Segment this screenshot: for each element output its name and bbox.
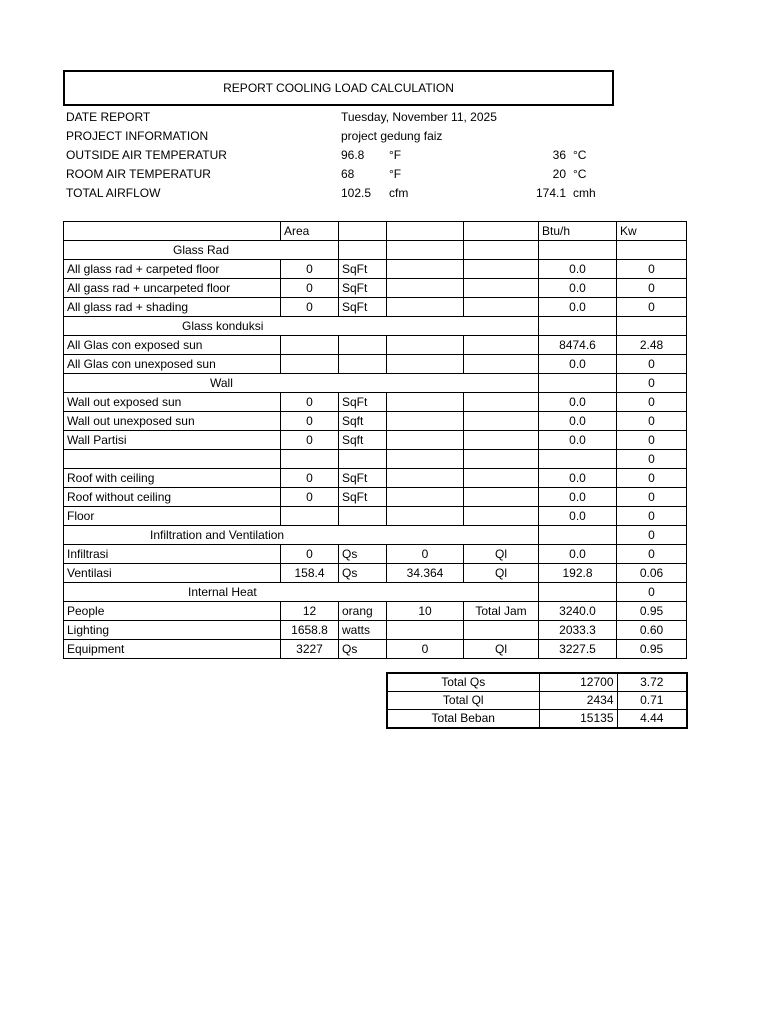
table-row — [64, 621, 687, 640]
airflow-cmh: 174.1 — [535, 186, 566, 200]
total-btuh: 15135 — [539, 710, 617, 729]
row-area: 0 — [281, 431, 339, 450]
section-glass-konduksi: Glass konduksi — [64, 317, 539, 336]
row-label: Wall out unexposed sun — [64, 412, 281, 431]
load-table — [63, 221, 687, 659]
row-unit: SqFt — [339, 488, 387, 507]
row-value — [387, 621, 464, 640]
row-btuh: 0.0 — [539, 469, 617, 488]
total-kw: 0.71 — [617, 692, 687, 710]
row-area: 0 — [281, 260, 339, 279]
table-row — [64, 298, 687, 317]
row-btuh: 0.0 — [539, 279, 617, 298]
row-btuh: 3240.0 — [539, 602, 617, 621]
row-kw: 0 — [617, 260, 687, 279]
total-label: Total Ql — [387, 692, 539, 710]
row-kw: 0 — [617, 393, 687, 412]
row-kw: 0 — [617, 298, 687, 317]
date-value: Tuesday, November 11, 2025 — [341, 110, 497, 124]
row-label: Infiltrasi — [64, 545, 281, 564]
kw-cell: 0 — [617, 450, 687, 469]
room-temp-celsius-unit: °C — [573, 167, 587, 181]
airflow-label: TOTAL AIRFLOW — [66, 186, 161, 200]
kw-cell: 0 — [617, 526, 687, 545]
outside-temp-celsius: 36 — [552, 148, 566, 162]
row-area: 3227 — [281, 640, 339, 659]
row-unit: Qs — [339, 640, 387, 659]
row-value — [387, 355, 464, 374]
row-kw: 2.48 — [617, 336, 687, 355]
table-cell — [387, 241, 464, 260]
row-factor — [464, 431, 539, 450]
total-label: Total Qs — [387, 673, 539, 692]
row-factor — [464, 355, 539, 374]
table-cell — [539, 583, 617, 602]
section-infiltration: Infiltration and Ventilation — [64, 526, 539, 545]
table-cell — [464, 450, 539, 469]
total-row — [387, 710, 687, 729]
airflow-row — [66, 184, 626, 203]
row-value — [387, 488, 464, 507]
section-internal-heat: Internal Heat — [64, 583, 539, 602]
table-row — [64, 355, 687, 374]
row-value: 0 — [387, 640, 464, 659]
table-cell — [539, 241, 617, 260]
room-temp-label: ROOM AIR TEMPERATUR — [66, 167, 211, 181]
total-btuh: 2434 — [539, 692, 617, 710]
room-temp-unit: °F — [389, 167, 402, 181]
row-kw: 0.95 — [617, 602, 687, 621]
row-kw: 0.06 — [617, 564, 687, 583]
outside-temp-row — [66, 146, 626, 165]
row-btuh: 2033.3 — [539, 621, 617, 640]
row-value — [387, 507, 464, 526]
kw-cell: 0 — [617, 583, 687, 602]
row-area: 0 — [281, 412, 339, 431]
header-cell — [464, 222, 539, 241]
row-area — [281, 336, 339, 355]
room-temp-celsius: 20 — [552, 167, 566, 181]
project-row — [66, 127, 626, 146]
row-unit — [339, 336, 387, 355]
row-area: 0 — [281, 488, 339, 507]
row-kw: 0 — [617, 412, 687, 431]
row-value: 0 — [387, 545, 464, 564]
header-cell — [339, 222, 387, 241]
total-kw: 4.44 — [617, 710, 687, 729]
blank-row — [64, 450, 687, 469]
row-label: Floor — [64, 507, 281, 526]
header-blank — [64, 222, 281, 241]
row-kw: 0 — [617, 507, 687, 526]
section-row — [64, 317, 687, 336]
table-cell — [539, 526, 617, 545]
row-factor — [464, 488, 539, 507]
row-btuh: 0.0 — [539, 355, 617, 374]
row-unit: watts — [339, 621, 387, 640]
table-cell — [464, 241, 539, 260]
row-factor — [464, 336, 539, 355]
table-row — [64, 507, 687, 526]
row-label: All Glas con unexposed sun — [64, 355, 281, 374]
row-area — [281, 507, 339, 526]
outside-temp-unit: °F — [389, 148, 402, 162]
row-area — [281, 355, 339, 374]
date-row — [66, 108, 626, 127]
row-factor: Ql — [464, 640, 539, 659]
header-cell — [387, 222, 464, 241]
table-header-row — [64, 222, 687, 241]
table-row — [64, 431, 687, 450]
row-label: Wall Partisi — [64, 431, 281, 450]
row-factor: Total Jam — [464, 602, 539, 621]
row-kw: 0 — [617, 469, 687, 488]
row-value — [387, 412, 464, 431]
row-label: Ventilasi — [64, 564, 281, 583]
row-unit — [339, 355, 387, 374]
row-unit: Qs — [339, 564, 387, 583]
report-title: REPORT COOLING LOAD CALCULATION — [223, 81, 454, 95]
table-row — [64, 393, 687, 412]
header-area: Area — [281, 222, 339, 241]
row-area: 0 — [281, 393, 339, 412]
table-row — [64, 640, 687, 659]
row-unit: SqFt — [339, 298, 387, 317]
kw-cell: 0 — [617, 374, 687, 393]
table-cell — [339, 241, 387, 260]
table-cell — [281, 450, 339, 469]
date-label: DATE REPORT — [66, 110, 151, 124]
table-row — [64, 488, 687, 507]
row-btuh: 0.0 — [539, 260, 617, 279]
row-unit: orang — [339, 602, 387, 621]
row-btuh: 0.0 — [539, 298, 617, 317]
header-kw: Kw — [617, 222, 687, 241]
section-wall: Wall — [64, 374, 539, 393]
row-label: Wall out exposed sun — [64, 393, 281, 412]
row-btuh: 0.0 — [539, 507, 617, 526]
row-btuh: 192.8 — [539, 564, 617, 583]
table-row — [64, 564, 687, 583]
row-btuh: 0.0 — [539, 545, 617, 564]
row-value: 10 — [387, 602, 464, 621]
row-value — [387, 393, 464, 412]
row-unit: Sqft — [339, 412, 387, 431]
row-area: 0 — [281, 469, 339, 488]
row-kw: 0 — [617, 545, 687, 564]
row-value — [387, 469, 464, 488]
row-btuh: 0.0 — [539, 431, 617, 450]
row-value — [387, 279, 464, 298]
total-row — [387, 692, 687, 710]
section-row — [64, 583, 687, 602]
table-cell — [539, 317, 617, 336]
row-area: 1658.8 — [281, 621, 339, 640]
table-row — [64, 602, 687, 621]
row-label: Roof with ceiling — [64, 469, 281, 488]
row-label: All gass rad + uncarpeted floor — [64, 279, 281, 298]
airflow-unit: cfm — [389, 186, 409, 200]
section-glass-rad: Glass Rad — [64, 241, 339, 260]
row-label: Roof without ceiling — [64, 488, 281, 507]
table-cell — [539, 450, 617, 469]
row-area: 0 — [281, 298, 339, 317]
row-factor — [464, 260, 539, 279]
room-temp-value: 68 — [341, 167, 355, 181]
row-factor: Ql — [464, 564, 539, 583]
table-row — [64, 279, 687, 298]
row-btuh: 0.0 — [539, 488, 617, 507]
row-unit: SqFt — [339, 393, 387, 412]
project-value: project gedung faiz — [341, 129, 443, 143]
row-label: Equipment — [64, 640, 281, 659]
report-title-box — [63, 70, 614, 106]
row-value — [387, 431, 464, 450]
row-area: 12 — [281, 602, 339, 621]
row-label: All glass rad + shading — [64, 298, 281, 317]
row-factor — [464, 469, 539, 488]
row-btuh: 3227.5 — [539, 640, 617, 659]
row-unit: SqFt — [339, 279, 387, 298]
row-label: People — [64, 602, 281, 621]
project-label: PROJECT INFORMATION — [66, 129, 209, 143]
table-cell — [539, 374, 617, 393]
section-row — [64, 526, 687, 545]
outside-temp-label: OUTSIDE AIR TEMPERATUR — [66, 148, 227, 162]
header-btuh: Btu/h — [539, 222, 617, 241]
room-temp-row — [66, 165, 626, 184]
row-unit: SqFt — [339, 469, 387, 488]
outside-temp-celsius-unit: °C — [573, 148, 587, 162]
section-row — [64, 241, 687, 260]
row-label: Lighting — [64, 621, 281, 640]
row-kw: 0.60 — [617, 621, 687, 640]
row-factor — [464, 507, 539, 526]
row-kw: 0 — [617, 488, 687, 507]
row-factor: Ql — [464, 545, 539, 564]
row-kw: 0.95 — [617, 640, 687, 659]
table-row — [64, 260, 687, 279]
row-kw: 0 — [617, 431, 687, 450]
row-unit — [339, 507, 387, 526]
row-area: 0 — [281, 545, 339, 564]
table-row — [64, 469, 687, 488]
table-row — [64, 412, 687, 431]
airflow-value: 102.5 — [341, 186, 372, 200]
row-value — [387, 260, 464, 279]
row-factor — [464, 298, 539, 317]
total-kw: 3.72 — [617, 673, 687, 692]
table-cell — [387, 450, 464, 469]
table-cell — [64, 450, 281, 469]
row-factor — [464, 279, 539, 298]
kw-cell — [617, 241, 687, 260]
row-area: 0 — [281, 279, 339, 298]
row-label: All glass rad + carpeted floor — [64, 260, 281, 279]
total-btuh: 12700 — [539, 673, 617, 692]
row-unit: Qs — [339, 545, 387, 564]
section-row — [64, 374, 687, 393]
row-kw: 0 — [617, 355, 687, 374]
row-btuh: 0.0 — [539, 393, 617, 412]
row-unit: SqFt — [339, 260, 387, 279]
row-factor — [464, 393, 539, 412]
report-info — [66, 108, 626, 203]
table-cell — [339, 450, 387, 469]
row-value: 34.364 — [387, 564, 464, 583]
total-row — [387, 673, 687, 692]
airflow-cmh-unit: cmh — [573, 186, 596, 200]
row-value — [387, 336, 464, 355]
total-label: Total Beban — [387, 710, 539, 729]
row-unit: Sqft — [339, 431, 387, 450]
row-factor — [464, 412, 539, 431]
row-kw: 0 — [617, 279, 687, 298]
row-factor — [464, 621, 539, 640]
table-row — [64, 336, 687, 355]
totals-table — [386, 672, 688, 729]
kw-cell — [617, 317, 687, 336]
row-area: 158.4 — [281, 564, 339, 583]
row-label: All Glas con exposed sun — [64, 336, 281, 355]
table-row — [64, 545, 687, 564]
row-btuh: 0.0 — [539, 412, 617, 431]
row-btuh: 8474.6 — [539, 336, 617, 355]
row-value — [387, 298, 464, 317]
outside-temp-value: 96.8 — [341, 148, 365, 162]
